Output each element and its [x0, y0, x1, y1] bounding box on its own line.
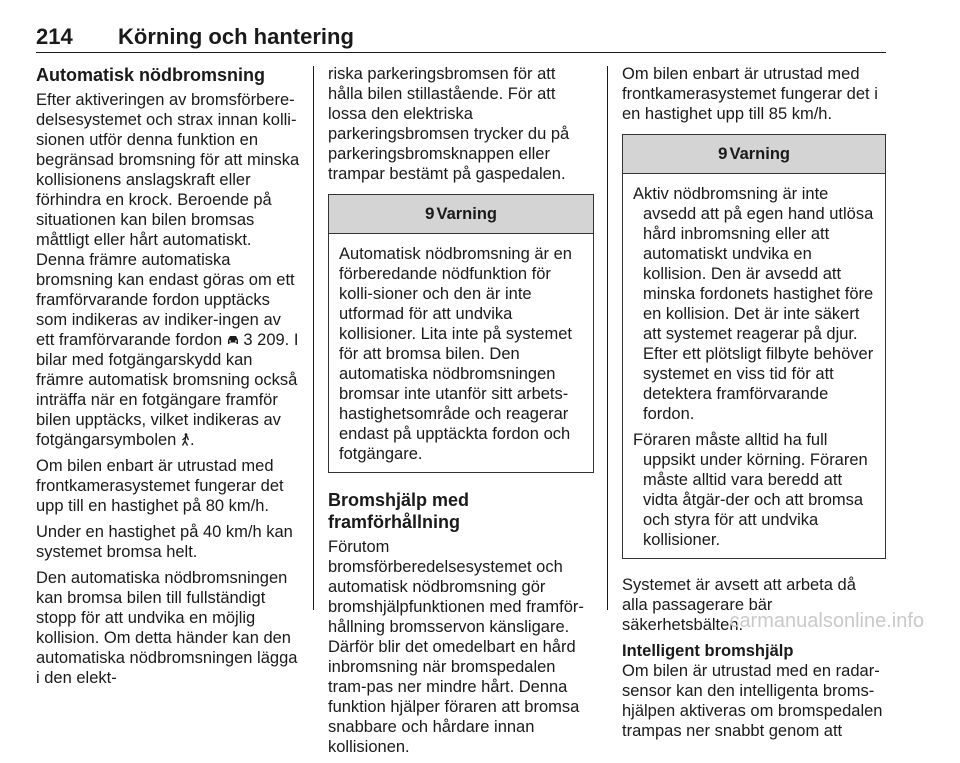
warning-text: Föraren måste alltid ha full uppsikt under körning. Föraren måste alltid vara beredd att vidta åtgär-der och att bromsa och styra för att undvika kollisioner. [633, 431, 868, 549]
subheading: Intelligent bromshjälp [622, 642, 794, 660]
warning-header [329, 195, 593, 234]
paragraph-text: Efter aktiveringen av bromsförbere-delsesystemet och strax innan kolli-sionen utför denna funktion en begränsad bromsning för att minska kollisionens anslagskraft eller förhindra en krock. Beroende på situationen kan bilen bromsas måttligt eller hårt automatiskt. Denna främre automatiska bromsning kan endast göras om ett framförvarande fordon upptäcks som indikeras av indiker-ingen av ett framförvarande fordon [36, 91, 300, 349]
paragraph-text: 209. I bilar med fotgängarskydd kan främre automatisk bromsning också inträffa när en fotgängare framför bilen upptäcks, vilket indikeras av fotgängarsymbolen [36, 331, 299, 449]
column-divider-1 [313, 66, 314, 610]
page-reference-arrow: 3 [243, 331, 253, 349]
warning-header [623, 135, 885, 174]
column-1 [36, 64, 302, 694]
warning-text: Aktiv nödbromsning är inte avsedd att på egen hand utlösa hård inbromsning eller att automatiskt undvika en kollision. Den är avsedd att minska fordonets hastighet före en kollision. Det är inte säkert att systemet reagerar på djur. Efter ett plötsligt filbyte behöver systemet en viss tid för att detektera framförvarande fordon. [633, 185, 874, 423]
warning-title: Varning [436, 205, 497, 223]
warning-triangle-icon: 9 [718, 144, 728, 163]
warning-triangle-icon: 9 [425, 204, 435, 223]
section-heading: Automatisk nödbromsning [36, 65, 265, 85]
front-vehicle-icon [227, 331, 239, 349]
warning-box [328, 194, 594, 473]
paragraph: Efter aktiveringen av bromsförbere-delsesystemet och strax innan kolli-sionen utför denna funktion en begränsad bromsning för att minska kollisionens anslagskraft eller förhindra en krock. Beroende på situationen kan bilen bromsas måttligt eller hårt automatiskt. Denna främre automatiska bromsning kan endast göras om ett framförvarande fordon upptäcks som indikeras av indiker-ingen av ett framförvarande fordon 3 209. I bilar med fotgängarskydd kan främre automatisk bromsning också inträffa när en fotgängare framför bilen upptäcks, vilket indikeras av fotgängarsymbolen . [36, 91, 300, 449]
chapter-title: Körning och hantering [118, 24, 354, 49]
paragraph: Om bilen enbart är utrustad med frontkamerasystemet fungerar det upp till en hastighet på 80 km/h. [36, 457, 284, 515]
column-2 [328, 64, 594, 763]
paragraph: Systemet är avsett att arbeta då alla passagerare bär säkerhetsbälten. [622, 576, 856, 634]
paragraph: Den automatiska nödbromsningen kan bromsa bilen till fullständigt stopp för att undvika en möjlig kollision. Om detta händer kan den automatiska nödbromsningen lägga i den elekt- [36, 569, 298, 687]
header-rule [36, 52, 886, 53]
pedestrian-icon [181, 431, 190, 449]
page-header [36, 24, 886, 54]
paragraph: Om bilen enbart är utrustad med frontkamerasystemet fungerar det i en hastighet upp till 85 km/h. [622, 65, 878, 123]
warning-title: Varning [729, 145, 790, 163]
paragraph: Förutom bromsförberedelsesystemet och automatisk nödbromsning gör bromshjälpfunktionen med framför-hållning bromsservon känsligare. Därför blir det omedelbart en hård inbromsning när bromspedalen tram-pas ner mindre hårt. Denna funktion hjälper föraren att bromsa snabbare och hårdare innan kollisionen. [328, 538, 584, 756]
column-divider-2 [607, 66, 608, 610]
warning-body [329, 234, 593, 472]
warning-box [622, 134, 886, 559]
column-3 [622, 64, 886, 747]
warning-body [623, 174, 885, 558]
paragraph: riska parkeringsbromsen för att hålla bilen stillastående. För att lossa den elektriska parkeringsbromsen trycker du på parkeringsbromsknappen eller trampar bestämt på gaspedalen. [328, 65, 570, 183]
paragraph: Under en hastighet på 40 km/h kan systemet bromsa helt. [36, 523, 293, 561]
section-heading: Bromshjälp med framförhållning [328, 490, 470, 532]
page-number: 214 [36, 24, 73, 49]
paragraph: Om bilen är utrustad med en radar-sensor kan den intelligenta broms-hjälpen aktiveras om bromspedalen trampas ner snabbt genom att [622, 662, 883, 740]
warning-text: Automatisk nödbromsning är en förberedande nödfunktion för kolli-sioner och den är inte utformad för att undvika kollisioner. Lita inte på systemet för att bromsa bilen. Den automatiska nödbromsningen bromsar inte utanför sitt arbets-hastighetsområde och reagerar endast på upptäckta fordon och fotgängare. [339, 245, 572, 463]
watermark: carmanualsonline.info [729, 610, 924, 632]
